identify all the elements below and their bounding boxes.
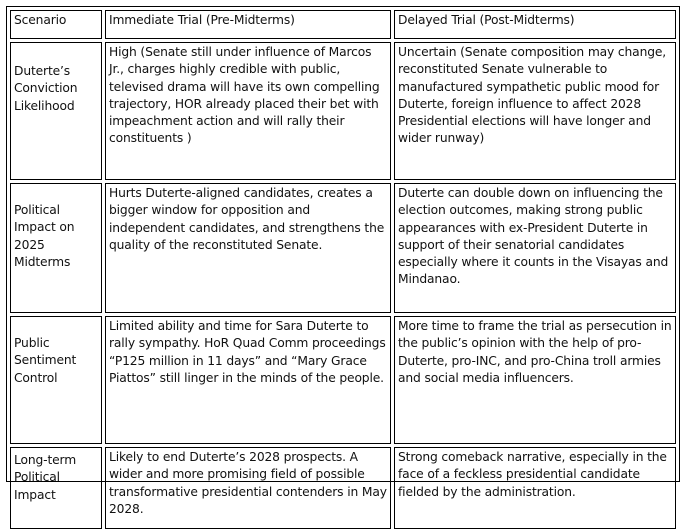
scenario-cell: Duterte’s Conviction Likelihood (10, 42, 102, 180)
scenario-cell: Political Impact on 2025 Midterms (10, 183, 102, 313)
table-header-row (10, 10, 676, 39)
delayed-trial-cell: Uncertain (Senate composition may change, reconstituted Senate vulnerable to manufactured sympathetic public mood for Duterte, foreign influence to affect 2028 Presidential elections will have longer and wider runway) (394, 42, 676, 180)
table-row (10, 447, 676, 529)
scenario-cell: Public Sentiment Control (10, 316, 102, 444)
scenario-cell: Long-term Political Impact (10, 447, 102, 529)
delayed-trial-cell: Duterte can double down on influencing the election outcomes, making strong public appearances with ex-President Duterte in support of their senatorial candidates especially where it counts in the Visayas and Mindanao. (394, 183, 676, 313)
header-immediate-trial: Immediate Trial (Pre-Midterms) (105, 10, 391, 39)
table-row (10, 42, 676, 180)
header-scenario: Scenario (10, 10, 102, 39)
immediate-trial-cell: High (Senate still under influence of Marcos Jr., charges highly credible with public, televised drama will have its own compelling trajectory, HOR already placed their bet with impeachment action and will rally their constituents ) (105, 42, 391, 180)
delayed-trial-cell: Strong comeback narrative, especially in the face of a feckless presidential candidate fielded by the administration. (394, 447, 676, 529)
header-delayed-trial: Delayed Trial (Post-Midterms) (394, 10, 676, 39)
comparison-table-frame (6, 6, 680, 516)
table-row (10, 316, 676, 444)
immediate-trial-cell: Likely to end Duterte’s 2028 prospects. A wider and more promising field of possible transformative presidential contenders in May 2028. (105, 447, 391, 529)
immediate-trial-cell: Limited ability and time for Sara Duterte to rally sympathy. HoR Quad Comm proceedings “P125 million in 11 days” and “Mary Grace Piattos” still linger in the minds of the people. (105, 316, 391, 444)
comparison-table (7, 7, 679, 532)
immediate-trial-cell: Hurts Duterte-aligned candidates, creates a bigger window for opposition and independent candidates, and strengthens the quality of the reconstituted Senate. (105, 183, 391, 313)
table-row (10, 183, 676, 313)
delayed-trial-cell: More time to frame the trial as persecution in the public’s opinion with the help of pro-Duterte, pro-INC, and pro-China troll armies and social media influencers. (394, 316, 676, 444)
